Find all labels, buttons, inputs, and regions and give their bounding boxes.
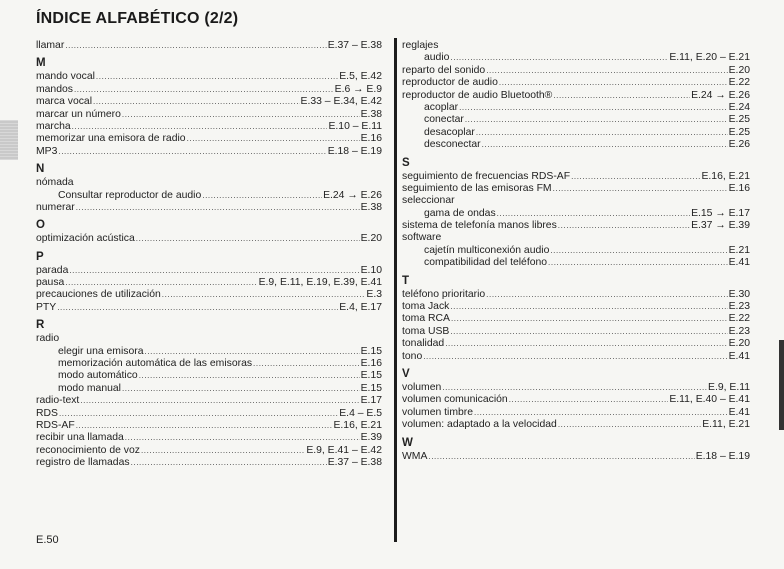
dot-leader <box>553 90 690 102</box>
dot-leader <box>69 265 359 277</box>
dot-leader <box>450 326 727 338</box>
index-entry-label: volumen <box>402 381 442 393</box>
index-entry-label: marca vocal <box>36 96 93 108</box>
index-entry-label: volumen comunicación <box>402 394 508 406</box>
index-entry-label: teléfono prioritario <box>402 288 486 300</box>
dot-leader <box>202 190 322 202</box>
index-entry-label: seguimiento de las emisoras FM <box>402 182 552 194</box>
index-entry-label: precauciones de utilización <box>36 289 161 301</box>
index-entry-page-ref: E.20 <box>728 64 750 76</box>
dot-leader <box>445 338 727 350</box>
index-entry-page-ref: E.11, E.20 – E.21 <box>669 52 750 64</box>
index-entry-page-ref: E.15 <box>360 345 382 357</box>
index-letter-t: T <box>402 274 410 287</box>
index-heading-reglajes: reglajes <box>402 40 439 51</box>
index-entry-label: elegir una emisora <box>58 345 144 357</box>
index-letter-v: V <box>402 367 410 380</box>
dot-leader <box>509 394 669 406</box>
index-entry-page-ref: E.4, E.17 <box>339 301 382 313</box>
dot-leader <box>76 420 333 432</box>
dot-leader <box>459 102 728 114</box>
index-entry-label: PTY <box>36 301 57 313</box>
index-entry-mando-vocal <box>36 71 382 83</box>
dot-leader <box>80 395 359 407</box>
index-entry-page-ref: E.20 <box>728 338 750 350</box>
dot-leader <box>465 114 728 126</box>
index-entry-label: toma Jack <box>402 301 450 313</box>
index-entry-mandos <box>36 84 382 96</box>
index-letter-o: O <box>36 219 45 232</box>
index-entry-label: tonalidad <box>402 338 445 350</box>
index-entry-page-ref: E.18 – E.19 <box>695 450 750 462</box>
index-entry-numerar <box>36 202 382 214</box>
index-entry-memorizar-una-emisora-de-radio <box>36 133 382 145</box>
index-entry-label: llamar <box>36 40 65 51</box>
index-entry-conectar <box>402 114 750 126</box>
dot-leader <box>442 382 707 394</box>
index-entry-label: RDS-AF <box>36 419 75 431</box>
index-entry-label: memorización automática de las emisoras <box>58 358 253 370</box>
page-number: E.50 <box>36 534 59 546</box>
index-entry-label: marcha <box>36 120 71 132</box>
index-entry-sistema-de-telefonia-manos-libres <box>402 220 750 232</box>
index-right-column <box>402 40 750 463</box>
index-entry-label: radio-text <box>36 395 80 407</box>
index-entry-page-ref: E.18 – E.19 <box>327 145 382 157</box>
index-entry-reproductor-de-audio-bluetooth <box>402 90 750 102</box>
index-entry-page-ref: E.9, E.11, E.19, E.39, E.41 <box>258 277 382 289</box>
index-entry-page-ref: E.10 – E.11 <box>328 120 382 132</box>
index-entry-label: reproductor de audio Bluetooth® <box>402 89 553 101</box>
dot-leader <box>93 96 300 108</box>
index-entry-recibir-una-llamada <box>36 432 382 444</box>
index-entry-parada <box>36 265 382 277</box>
index-entry-page-ref: E.30 <box>728 288 750 300</box>
side-tab-marker <box>0 120 18 160</box>
dot-leader <box>74 84 334 96</box>
index-letter-m: M <box>36 57 46 70</box>
edge-marker <box>779 340 784 430</box>
index-entry-label: volumen: adaptado a la velocidad <box>402 419 557 431</box>
index-entry-label: gama de ondas <box>424 207 496 219</box>
index-entry-label: reconocimiento de voz <box>36 444 140 456</box>
index-entry-label: Consultar reproductor de audio <box>58 189 202 201</box>
index-entry-page-ref: E.15 <box>360 382 382 394</box>
dot-leader <box>76 202 360 214</box>
index-entry-optimizacion-acustica <box>36 233 382 245</box>
index-letter-r: R <box>36 319 45 332</box>
index-entry-page-ref: E.17 <box>360 395 382 407</box>
index-entry-page-ref: E.4 – E.5 <box>339 407 382 419</box>
index-entry-label: optimización acústica <box>36 233 135 245</box>
index-entry-desacoplar <box>402 127 750 139</box>
index-entry-page-ref: E.38 <box>360 201 382 213</box>
index-entry-label: memorizar una emisora de radio <box>36 133 186 145</box>
dot-leader <box>253 358 360 370</box>
dot-leader <box>423 351 727 363</box>
dot-leader <box>141 445 305 457</box>
index-entry-page-ref: E.9, E.41 – E.42 <box>306 444 382 456</box>
index-entry-page-ref: E.24 → E.26 <box>691 89 750 101</box>
index-heading-software: software <box>402 232 442 244</box>
index-entry-label: toma USB <box>402 325 450 337</box>
index-entry-page-ref: E.6 → E.9 <box>334 83 382 95</box>
dot-leader <box>450 301 727 313</box>
dot-leader <box>122 383 360 395</box>
dot-leader <box>482 139 728 151</box>
dot-leader <box>558 220 690 232</box>
dot-leader <box>558 419 701 431</box>
dot-leader <box>451 313 728 325</box>
column-divider <box>394 38 397 542</box>
index-entry-consultar-reproductor-de-audio <box>36 190 382 202</box>
dot-leader <box>57 302 338 314</box>
index-entry-page-ref: E.37 → E.39 <box>691 220 750 232</box>
index-entry-pty <box>36 302 382 314</box>
dot-leader <box>122 109 360 121</box>
index-entry-label: RDS <box>36 407 58 419</box>
dot-leader <box>486 65 727 77</box>
index-entry-marca-vocal <box>36 96 382 108</box>
index-left-column <box>36 40 382 470</box>
dot-leader <box>550 245 727 257</box>
index-entry-wma <box>402 451 750 463</box>
dot-leader <box>136 233 360 245</box>
dot-leader <box>65 277 257 289</box>
index-entry-seguimiento-de-frecuencias-rds-af <box>402 171 750 183</box>
dot-leader <box>474 407 728 419</box>
index-entry-label: mandos <box>36 83 73 95</box>
index-entry-page-ref: E.37 – E.38 <box>327 40 382 51</box>
dot-leader <box>450 52 668 64</box>
index-entry-acoplar <box>402 102 750 114</box>
index-entry-page-ref: E.25 <box>728 126 750 138</box>
index-heading-nomada: nómada <box>36 177 74 189</box>
index-entry-toma-usb <box>402 326 750 338</box>
index-entry-page-ref: E.15 → E.17 <box>691 207 750 219</box>
index-heading-radio: radio <box>36 333 60 345</box>
index-entry-page-ref: E.15 <box>360 370 382 382</box>
index-entry-page-ref: E.22 <box>728 313 750 325</box>
index-entry-tonalidad <box>402 338 750 350</box>
dot-leader <box>548 257 728 269</box>
dot-leader <box>125 432 360 444</box>
index-entry-label: modo manual <box>58 382 121 394</box>
index-entry-elegir-una-emisora <box>36 346 382 358</box>
dot-leader <box>162 289 366 301</box>
index-entry-page-ref: E.41 <box>728 406 750 418</box>
index-entry-page-ref: E.16 <box>360 358 382 370</box>
index-entry-label: cajetín multiconexión audio <box>424 244 550 256</box>
index-entry-page-ref: E.41 <box>728 350 750 362</box>
index-entry-compatibilidad-del-telefono <box>402 257 750 269</box>
index-entry-label: reparto del sonido <box>402 64 486 76</box>
index-entry-reconocimiento-de-voz <box>36 445 382 457</box>
index-entry-page-ref: E.23 <box>728 301 750 313</box>
index-entry-label: desacoplar <box>424 126 475 138</box>
dot-leader <box>486 289 727 301</box>
index-entry-label: pausa <box>36 277 65 289</box>
dot-leader <box>476 127 728 139</box>
index-entry-page-ref: E.39 <box>360 432 382 444</box>
index-letter-n: N <box>36 163 45 176</box>
dot-leader <box>131 457 327 469</box>
index-entry-page-ref: E.10 <box>360 264 382 276</box>
index-entry-page-ref: E.21 <box>728 244 750 256</box>
index-entry-label: sistema de telefonía manos libres <box>402 220 557 232</box>
index-entry-page-ref: E.11, E.40 – E.41 <box>669 394 750 406</box>
index-entry-volumen <box>402 382 750 394</box>
dot-leader <box>497 208 690 220</box>
index-entry-label: MP3 <box>36 145 58 157</box>
index-entry-label: acoplar <box>424 101 459 113</box>
index-entry-reparto-del-sonido <box>402 65 750 77</box>
index-letter-w: W <box>402 436 413 449</box>
index-entry-label: audio <box>424 52 450 64</box>
index-entry-volumen-comunicacion <box>402 394 750 406</box>
dot-leader <box>553 183 728 195</box>
index-heading-seleccionar: seleccionar <box>402 195 455 207</box>
index-entry-desconectar <box>402 139 750 151</box>
dot-leader <box>187 133 360 145</box>
index-entry-label: desconectar <box>424 139 481 151</box>
index-entry-pausa <box>36 277 382 289</box>
page-title: ÍNDICE ALFABÉTICO (2/2) <box>36 10 239 27</box>
index-entry-label: reproductor de audio <box>402 77 498 89</box>
index-entry-toma-jack <box>402 301 750 313</box>
dot-leader <box>59 408 338 420</box>
index-entry-label: toma RCA <box>402 313 450 325</box>
index-entry-page-ref: E.16 <box>728 182 750 194</box>
dot-leader <box>58 146 326 158</box>
index-entry-page-ref: E.25 <box>728 114 750 126</box>
index-entry-page-ref: E.3 <box>366 289 382 301</box>
index-entry-label: parada <box>36 264 69 276</box>
index-entry-marcha <box>36 121 382 133</box>
dot-leader <box>571 171 700 183</box>
index-entry-label: numerar <box>36 201 75 213</box>
index-entry-page-ref: E.16 <box>360 133 382 145</box>
dot-leader <box>144 346 359 358</box>
index-entry-page-ref: E.11, E.21 <box>702 419 750 431</box>
dot-leader <box>96 71 338 83</box>
index-entry-rds <box>36 408 382 420</box>
index-entry-registro-de-llamadas <box>36 457 382 469</box>
dot-leader <box>428 451 694 463</box>
dot-leader <box>65 40 326 52</box>
index-entry-page-ref: E.16, E.21 <box>701 170 750 182</box>
index-entry-label: compatibilidad del teléfono <box>424 257 548 269</box>
index-entry-page-ref: E.38 <box>360 108 382 120</box>
index-entry-memorizacion-automatica-de-las-emisoras <box>36 358 382 370</box>
index-entry-radio-text <box>36 395 382 407</box>
index-entry-label: volumen timbre <box>402 406 474 418</box>
index-entry-page-ref: E.41 <box>728 257 750 269</box>
index-entry-label: marcar un número <box>36 108 121 120</box>
index-entry-reproductor-de-audio <box>402 77 750 89</box>
index-entry-page-ref: E.16, E.21 <box>333 419 382 431</box>
index-entry-volumen-timbre <box>402 407 750 419</box>
index-entry-label: WMA <box>402 450 428 462</box>
index-entry-llamar <box>36 40 382 52</box>
index-entry-label: recibir una llamada <box>36 432 124 444</box>
index-entry-page-ref: E.24 → E.26 <box>323 189 382 201</box>
index-entry-audio <box>402 52 750 64</box>
index-entry-rds-af <box>36 420 382 432</box>
index-entry-tono <box>402 351 750 363</box>
dot-leader <box>139 370 360 382</box>
index-entry-gama-de-ondas <box>402 208 750 220</box>
index-entry-page-ref: E.5, E.42 <box>339 71 382 83</box>
dot-leader <box>499 77 728 89</box>
index-entry-label: conectar <box>424 114 464 126</box>
index-entry-page-ref: E.24 <box>728 101 750 113</box>
index-entry-page-ref: E.9, E.11 <box>708 381 750 393</box>
index-entry-volumen-adaptado-a-la-velocidad <box>402 419 750 431</box>
index-entry-label: registro de llamadas <box>36 457 130 469</box>
index-entry-page-ref: E.20 <box>360 233 382 245</box>
index-entry-precauciones-de-utilizacion <box>36 289 382 301</box>
index-entry-page-ref: E.33 – E.34, E.42 <box>300 96 382 108</box>
index-entry-modo-automatico <box>36 370 382 382</box>
index-entry-label: modo automático <box>58 370 138 382</box>
index-entry-label: mando vocal <box>36 71 95 83</box>
index-letter-p: P <box>36 250 44 263</box>
index-entry-page-ref: E.26 <box>728 139 750 151</box>
index-entry-modo-manual <box>36 383 382 395</box>
dot-leader <box>72 121 328 133</box>
index-entry-page-ref: E.23 <box>728 325 750 337</box>
index-entry-label: tono <box>402 350 423 362</box>
index-entry-toma-rca <box>402 313 750 325</box>
index-entry-page-ref: E.37 – E.38 <box>327 457 382 469</box>
index-entry-mp3 <box>36 146 382 158</box>
index-entry-telefono-prioritario <box>402 289 750 301</box>
index-entry-cajetin-multiconexion-audio <box>402 245 750 257</box>
index-entry-page-ref: E.22 <box>728 77 750 89</box>
index-entry-seguimiento-de-las-emisoras-fm <box>402 183 750 195</box>
index-entry-marcar-un-numero <box>36 109 382 121</box>
index-entry-label: seguimiento de frecuencias RDS-AF <box>402 170 571 182</box>
index-letter-s: S <box>402 156 410 169</box>
